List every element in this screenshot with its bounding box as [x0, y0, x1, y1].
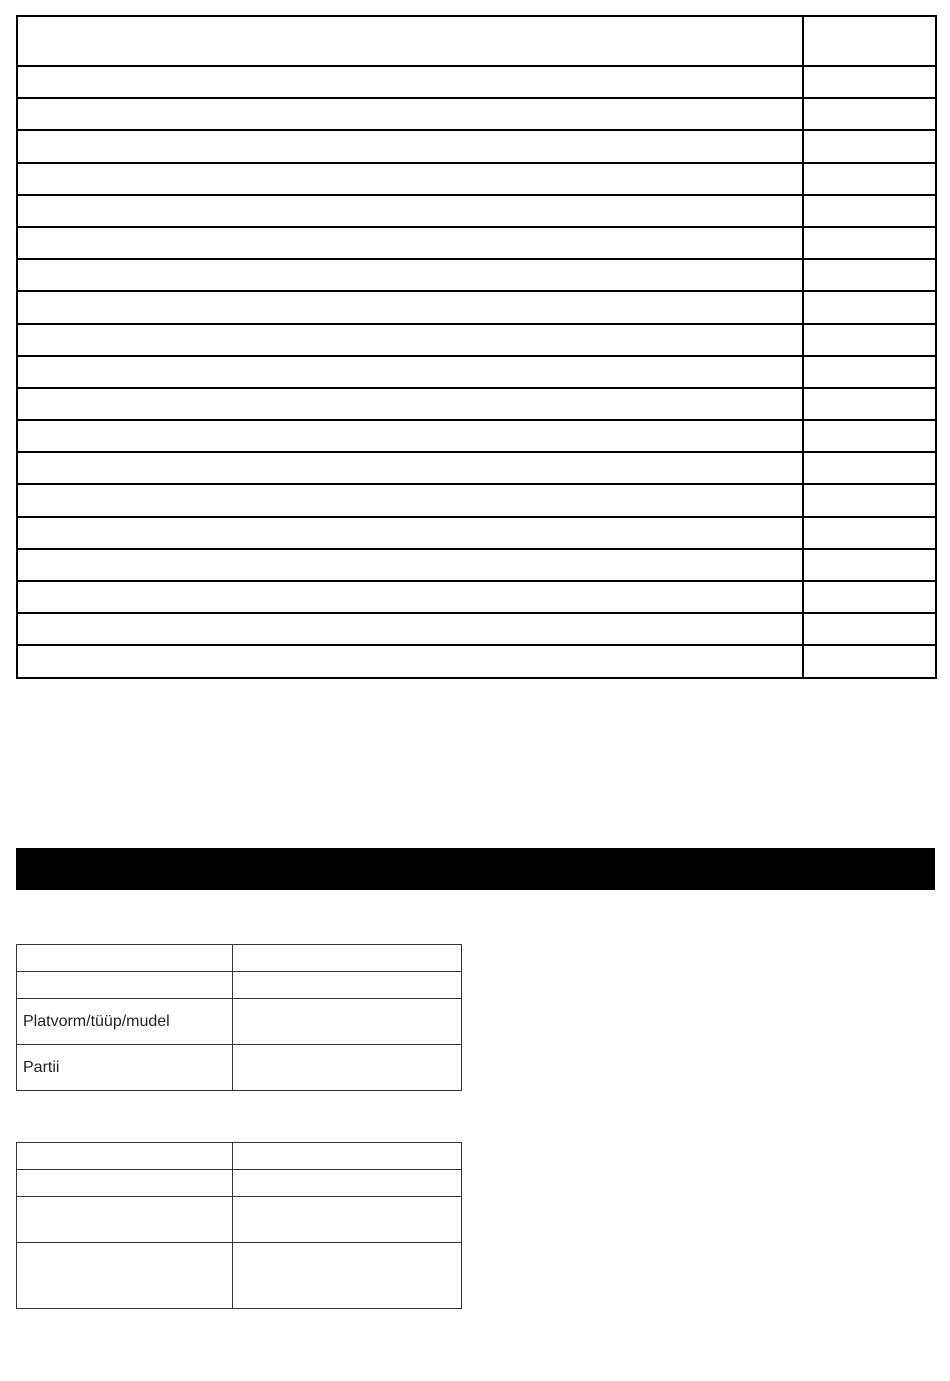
table-cell — [17, 613, 803, 645]
table-cell — [17, 581, 803, 613]
table-row — [17, 195, 936, 227]
info-value — [233, 1197, 462, 1243]
table-cell — [803, 356, 936, 388]
table-row — [17, 98, 936, 130]
table-row — [17, 420, 936, 452]
table-cell — [17, 195, 803, 227]
table-row — [17, 452, 936, 484]
table-cell — [17, 549, 803, 581]
info-label — [17, 945, 233, 972]
table-cell — [17, 130, 803, 162]
table-row — [17, 227, 936, 259]
table-row — [17, 163, 936, 195]
table-cell — [803, 98, 936, 130]
table-cell — [803, 291, 936, 323]
table-cell — [803, 163, 936, 195]
table-cell — [803, 613, 936, 645]
table-cell — [803, 195, 936, 227]
table-cell — [17, 484, 803, 516]
section-header-bar — [16, 848, 935, 890]
table-cell — [17, 98, 803, 130]
info-value — [233, 945, 462, 972]
table-cell — [17, 66, 803, 98]
table-row — [17, 259, 936, 291]
table-row — [17, 66, 936, 98]
table-cell — [17, 227, 803, 259]
table-row — [17, 999, 462, 1045]
info-table-1 — [16, 944, 462, 1091]
table-cell — [17, 291, 803, 323]
table-row — [17, 972, 462, 999]
table-cell — [17, 388, 803, 420]
table-cell — [803, 259, 936, 291]
info-value-batch — [233, 1045, 462, 1091]
info-label — [17, 1197, 233, 1243]
table-row — [17, 1143, 462, 1170]
table-row — [17, 1197, 462, 1243]
table-row — [17, 324, 936, 356]
info-value — [233, 972, 462, 999]
table-cell — [803, 581, 936, 613]
table-cell — [803, 130, 936, 162]
table-cell — [17, 517, 803, 549]
table-header-cell — [803, 16, 936, 66]
table-row — [17, 945, 462, 972]
table-cell — [803, 452, 936, 484]
table-row — [17, 517, 936, 549]
table-cell — [803, 66, 936, 98]
table-cell — [803, 484, 936, 516]
table-cell — [17, 356, 803, 388]
info-value — [233, 1143, 462, 1170]
table-row — [17, 130, 936, 162]
info-value — [233, 1243, 462, 1309]
info-label — [17, 1170, 233, 1197]
table-cell — [803, 645, 936, 677]
table-row — [17, 484, 936, 516]
table-row — [17, 356, 936, 388]
table-cell — [803, 549, 936, 581]
table-row — [17, 549, 936, 581]
info-value-platform — [233, 999, 462, 1045]
table-row — [17, 291, 936, 323]
table-cell — [803, 227, 936, 259]
table-header-row — [17, 16, 936, 66]
table-header-cell — [17, 16, 803, 66]
table-cell — [803, 324, 936, 356]
table-row — [17, 388, 936, 420]
table-row — [17, 645, 936, 677]
product-table — [16, 15, 937, 679]
table-row — [17, 1170, 462, 1197]
info-label — [17, 1243, 233, 1309]
table-cell — [17, 163, 803, 195]
info-label-platform: Platvorm/tüüp/mudel — [17, 999, 233, 1045]
info-value — [233, 1170, 462, 1197]
table-cell — [17, 420, 803, 452]
info-table-2 — [16, 1142, 462, 1309]
table-cell — [803, 517, 936, 549]
table-cell — [17, 259, 803, 291]
info-label — [17, 1143, 233, 1170]
table-cell — [17, 452, 803, 484]
info-label — [17, 972, 233, 999]
table-cell — [803, 420, 936, 452]
table-cell — [17, 645, 803, 677]
info-label-batch: Partii — [17, 1045, 233, 1091]
table-cell — [803, 388, 936, 420]
table-row — [17, 581, 936, 613]
table-row — [17, 1045, 462, 1091]
table-cell — [17, 324, 803, 356]
table-row — [17, 613, 936, 645]
table-row — [17, 1243, 462, 1309]
